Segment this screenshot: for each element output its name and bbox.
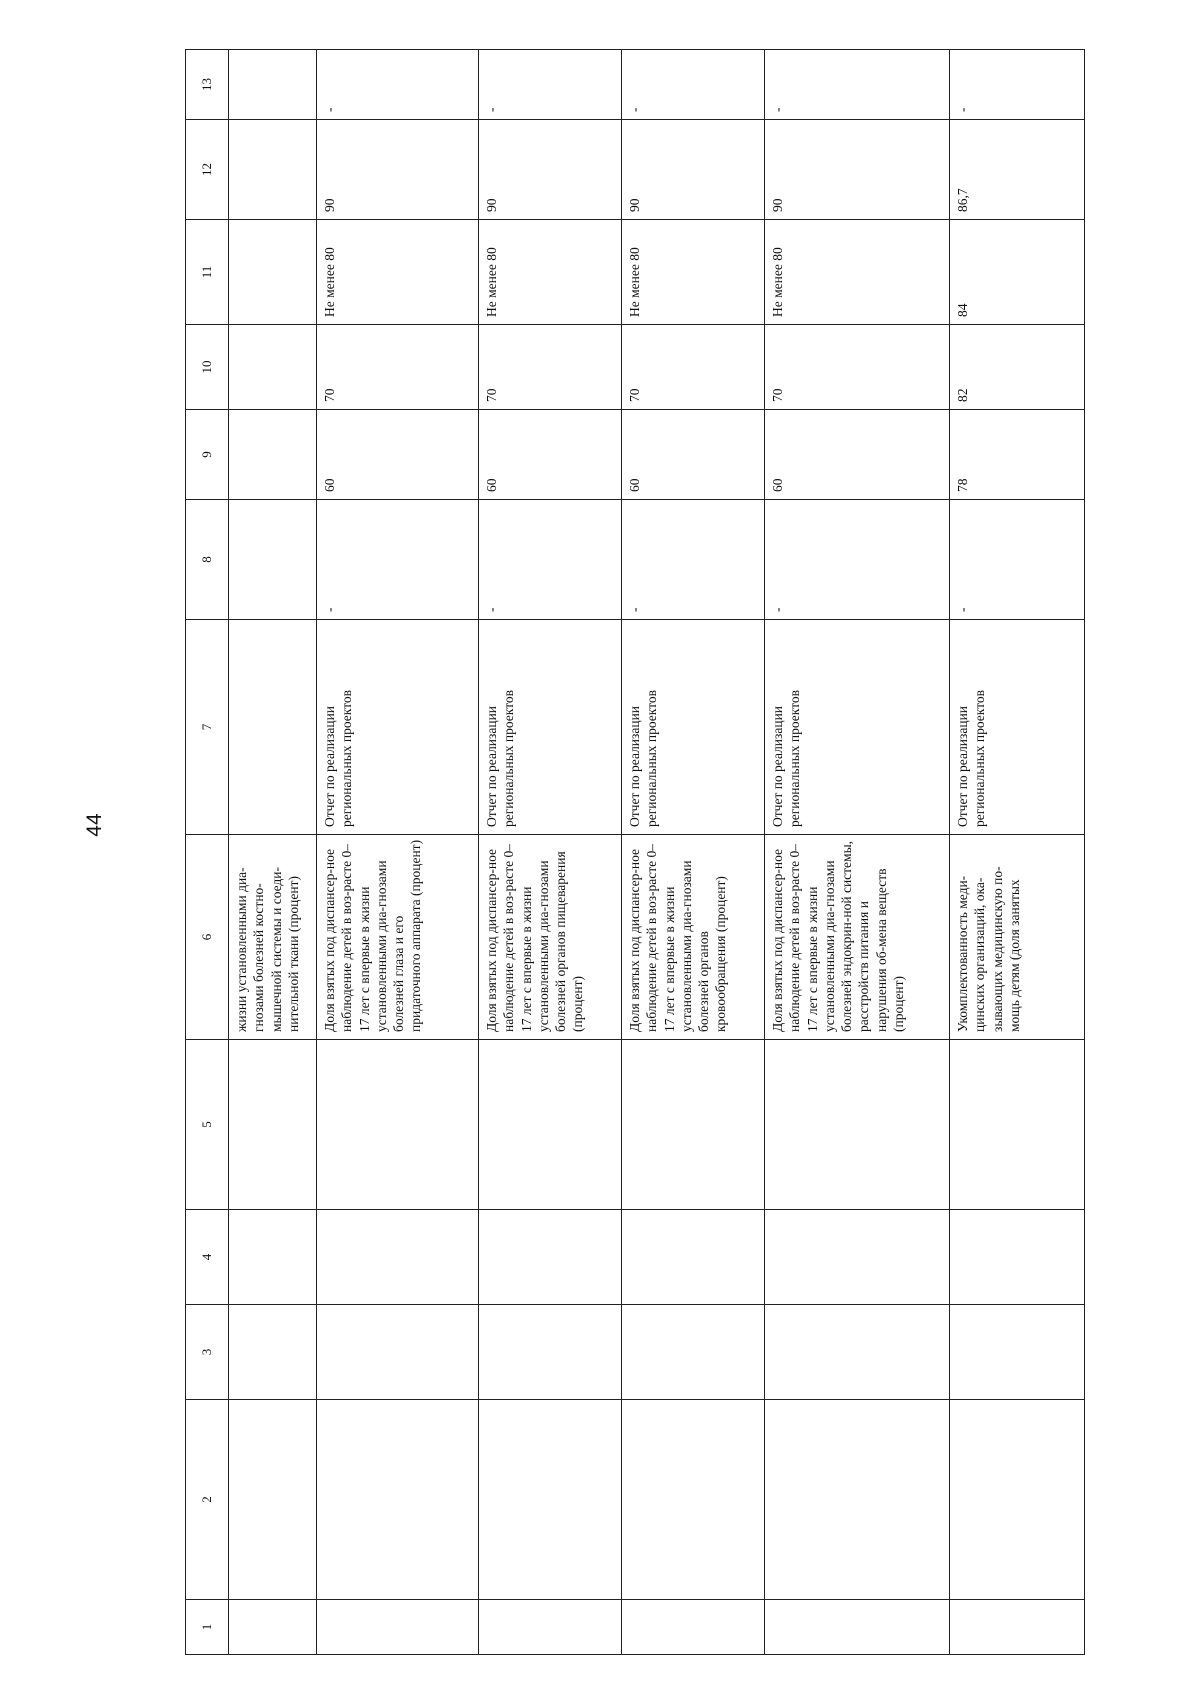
cell-c9: 60 [317,410,479,500]
cell-c10: 82 [950,325,1085,410]
cell-c12: 90 [622,120,765,220]
cell-c2 [765,1400,950,1600]
column-header: 12 [186,120,229,220]
column-header: 3 [186,1305,229,1400]
column-header: 11 [186,220,229,325]
cell-c9: 60 [622,410,765,500]
table-row [622,50,765,1655]
cell-c13: - [765,50,950,120]
cell-c3 [765,1305,950,1400]
cell-c5 [950,1040,1085,1210]
page-number: 44 [83,813,106,837]
indicators-table [185,49,1085,1655]
cell-c4 [479,1210,622,1305]
cell-c3 [229,1305,317,1400]
cell-c1 [317,1600,479,1655]
column-header: 5 [186,1040,229,1210]
cell-c5 [317,1040,479,1210]
table-row [479,50,622,1655]
cell-c3 [479,1305,622,1400]
cell-c2 [950,1400,1085,1600]
cell-c12: 90 [479,120,622,220]
cell-c1 [622,1600,765,1655]
cell-c5 [479,1040,622,1210]
column-header: 7 [186,620,229,835]
column-header: 2 [186,1400,229,1600]
cell-c11: Не менее 80 [765,220,950,325]
cell-c3 [317,1305,479,1400]
column-header: 1 [186,1600,229,1655]
cell-c11: Не менее 80 [317,220,479,325]
cell-c4 [622,1210,765,1305]
cell-c12 [229,120,317,220]
cell-c1 [950,1600,1085,1655]
cell-c1 [229,1600,317,1655]
column-header: 10 [186,325,229,410]
indicator-name-cell: Доля взятых под диспансер-ное наблюдение детей в воз-расте 0–17 лет с впервые в жизни установленными диа-гнозами болезней глаза и его придаточного аппарата (процент) [317,835,479,1040]
indicator-name-cell: Укомплектованность меди-цинских организаций, ока-зывающих медицинскую по-мощь детям (доля занятых [950,835,1085,1040]
indicator-name-cell: Доля взятых под диспансер-ное наблюдение детей в воз-расте 0–17 лет с впервые в жизни установленными диа-гнозами болезней органов пищеварения (процент) [479,835,622,1040]
source-cell: Отчет по реализации региональных проектов [622,620,765,835]
cell-c5 [229,1040,317,1210]
cell-c4 [950,1210,1085,1305]
table-row [229,50,317,1655]
cell-c8 [229,500,317,620]
cell-c13: - [950,50,1085,120]
cell-c9 [229,410,317,500]
cell-c13: - [479,50,622,120]
cell-c8: - [317,500,479,620]
cell-c13: - [317,50,479,120]
cell-c2 [479,1400,622,1600]
cell-c13: - [622,50,765,120]
table-row [765,50,950,1655]
cell-c4 [765,1210,950,1305]
cell-c10 [229,325,317,410]
rotated-page-content [185,50,1085,1655]
cell-c5 [622,1040,765,1210]
cell-c11 [229,220,317,325]
cell-c9: 78 [950,410,1085,500]
cell-c11: Не менее 80 [479,220,622,325]
cell-c5 [765,1040,950,1210]
cell-c12: 90 [765,120,950,220]
cell-c2 [229,1400,317,1600]
cell-c4 [317,1210,479,1305]
column-header: 9 [186,410,229,500]
indicator-name-cell: Доля взятых под диспансер-ное наблюдение детей в воз-расте 0–17 лет с впервые в жизни установленными диа-гнозами болезней органов кровообращения (процент) [622,835,765,1040]
cell-c11: Не менее 80 [622,220,765,325]
cell-c12: 90 [317,120,479,220]
header-row [186,50,229,1655]
cell-c2 [622,1400,765,1600]
source-cell: Отчет по реализации региональных проектов [317,620,479,835]
column-header: 8 [186,500,229,620]
cell-c10: 70 [479,325,622,410]
cell-c10: 70 [622,325,765,410]
source-cell [229,620,317,835]
cell-c3 [950,1305,1085,1400]
column-header: 6 [186,835,229,1040]
cell-c2 [317,1400,479,1600]
cell-c9: 60 [479,410,622,500]
column-header: 4 [186,1210,229,1305]
cell-c8: - [479,500,622,620]
cell-c8: - [622,500,765,620]
cell-c13 [229,50,317,120]
cell-c8: - [950,500,1085,620]
cell-c4 [229,1210,317,1305]
cell-c11: 84 [950,220,1085,325]
cell-c12: 86,7 [950,120,1085,220]
source-cell: Отчет по реализации региональных проектов [479,620,622,835]
source-cell: Отчет по реализации региональных проектов [765,620,950,835]
table-row [950,50,1085,1655]
cell-c3 [622,1305,765,1400]
indicator-name-cell: Доля взятых под диспансер-ное наблюдение детей в воз-расте 0–17 лет с впервые в жизни установленными диа-гнозами болезней эндокрин-ной системы, расстройств питания и нарушения об-мена веществ (процент) [765,835,950,1040]
cell-c1 [765,1600,950,1655]
table-row [317,50,479,1655]
column-header: 13 [186,50,229,120]
cell-c1 [479,1600,622,1655]
indicator-name-cell: жизни установленными диа-гнозами болезней костно-мышечной системы и соеди-нительной ткани (процент) [229,835,317,1040]
cell-c9: 60 [765,410,950,500]
source-cell: Отчет по реализации региональных проектов [950,620,1085,835]
cell-c10: 70 [765,325,950,410]
cell-c10: 70 [317,325,479,410]
cell-c8: - [765,500,950,620]
